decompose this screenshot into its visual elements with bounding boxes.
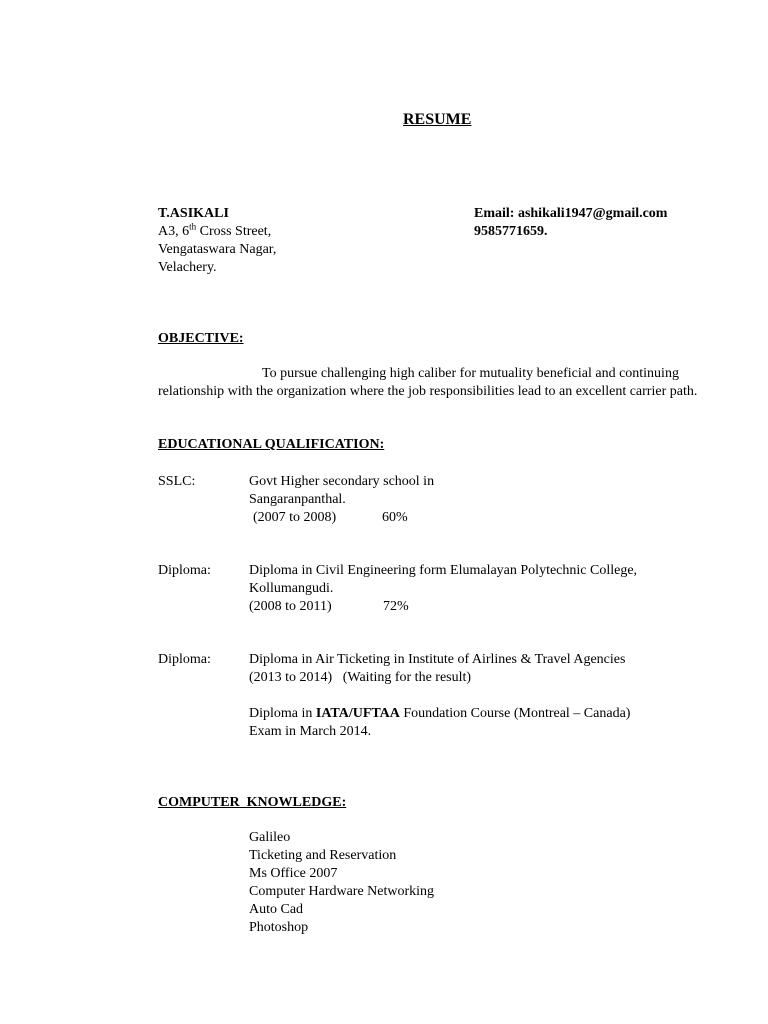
skill-item: Ticketing and Reservation bbox=[249, 848, 397, 863]
sslc-label: SSLC: bbox=[158, 474, 196, 489]
education-heading: EDUCATIONAL QUALIFICATION: bbox=[158, 437, 385, 452]
skill-item: Ms Office 2007 bbox=[249, 866, 338, 881]
objective-line-2: relationship with the organization where the job responsibilities lead to an excellent carrier path. bbox=[158, 384, 698, 399]
address-line-2: Vengataswara Nagar, bbox=[158, 242, 277, 257]
address-line-1-suffix: Cross Street, bbox=[196, 224, 272, 239]
skill-item: Auto Cad bbox=[249, 902, 304, 917]
skill-item: Computer Hardware Networking bbox=[249, 884, 435, 899]
address-line-1 bbox=[158, 223, 271, 241]
diploma-2-line-3-prefix: Diploma in bbox=[249, 706, 316, 721]
diploma-2-line-3-bold: IATA/UFTAA bbox=[315, 706, 400, 721]
sslc-period: (2007 to 2008) bbox=[253, 510, 337, 525]
diploma-2-line-3 bbox=[249, 705, 630, 723]
objective-line-1: To pursue challenging high caliber for mutuality beneficial and continuing bbox=[262, 366, 679, 381]
diploma-1-label: Diploma: bbox=[158, 563, 211, 578]
sslc-score: 60% bbox=[382, 510, 408, 525]
diploma-2-line-2: (2013 to 2014) (Waiting for the result) bbox=[249, 670, 472, 685]
skill-item: Photoshop bbox=[249, 920, 309, 935]
address-line-1-superscript: th bbox=[189, 221, 197, 232]
diploma-1-period: (2008 to 2011) bbox=[249, 599, 332, 614]
diploma-1-score: 72% bbox=[383, 599, 409, 614]
computer-knowledge-heading: COMPUTER KNOWLEDGE: bbox=[158, 795, 347, 810]
sslc-line-1: Govt Higher secondary school in bbox=[249, 474, 435, 489]
diploma-2-label: Diploma: bbox=[158, 652, 211, 667]
email: Email: ashikali1947@gmail.com bbox=[474, 206, 668, 221]
phone: 9585771659. bbox=[474, 224, 548, 239]
diploma-2-line-1: Diploma in Air Ticketing in Institute of Airlines & Travel Agencies bbox=[249, 652, 626, 667]
diploma-2-line-3-suffix: Foundation Course (Montreal – Canada) bbox=[399, 706, 631, 721]
sslc-line-2: Sangaranpanthal. bbox=[249, 492, 346, 507]
diploma-2-line-4: Exam in March 2014. bbox=[249, 724, 372, 739]
candidate-name: T.ASIKALI bbox=[158, 206, 229, 221]
skill-item: Galileo bbox=[249, 830, 291, 845]
page-title: RESUME bbox=[403, 111, 472, 128]
address-line-1-prefix: A3, 6 bbox=[158, 224, 190, 239]
address-line-3: Velachery. bbox=[158, 260, 217, 275]
objective-heading: OBJECTIVE: bbox=[158, 331, 244, 346]
diploma-1-line-1: Diploma in Civil Engineering form Elumalayan Polytechnic College, bbox=[249, 563, 638, 578]
diploma-1-line-2: Kollumangudi. bbox=[249, 581, 334, 596]
